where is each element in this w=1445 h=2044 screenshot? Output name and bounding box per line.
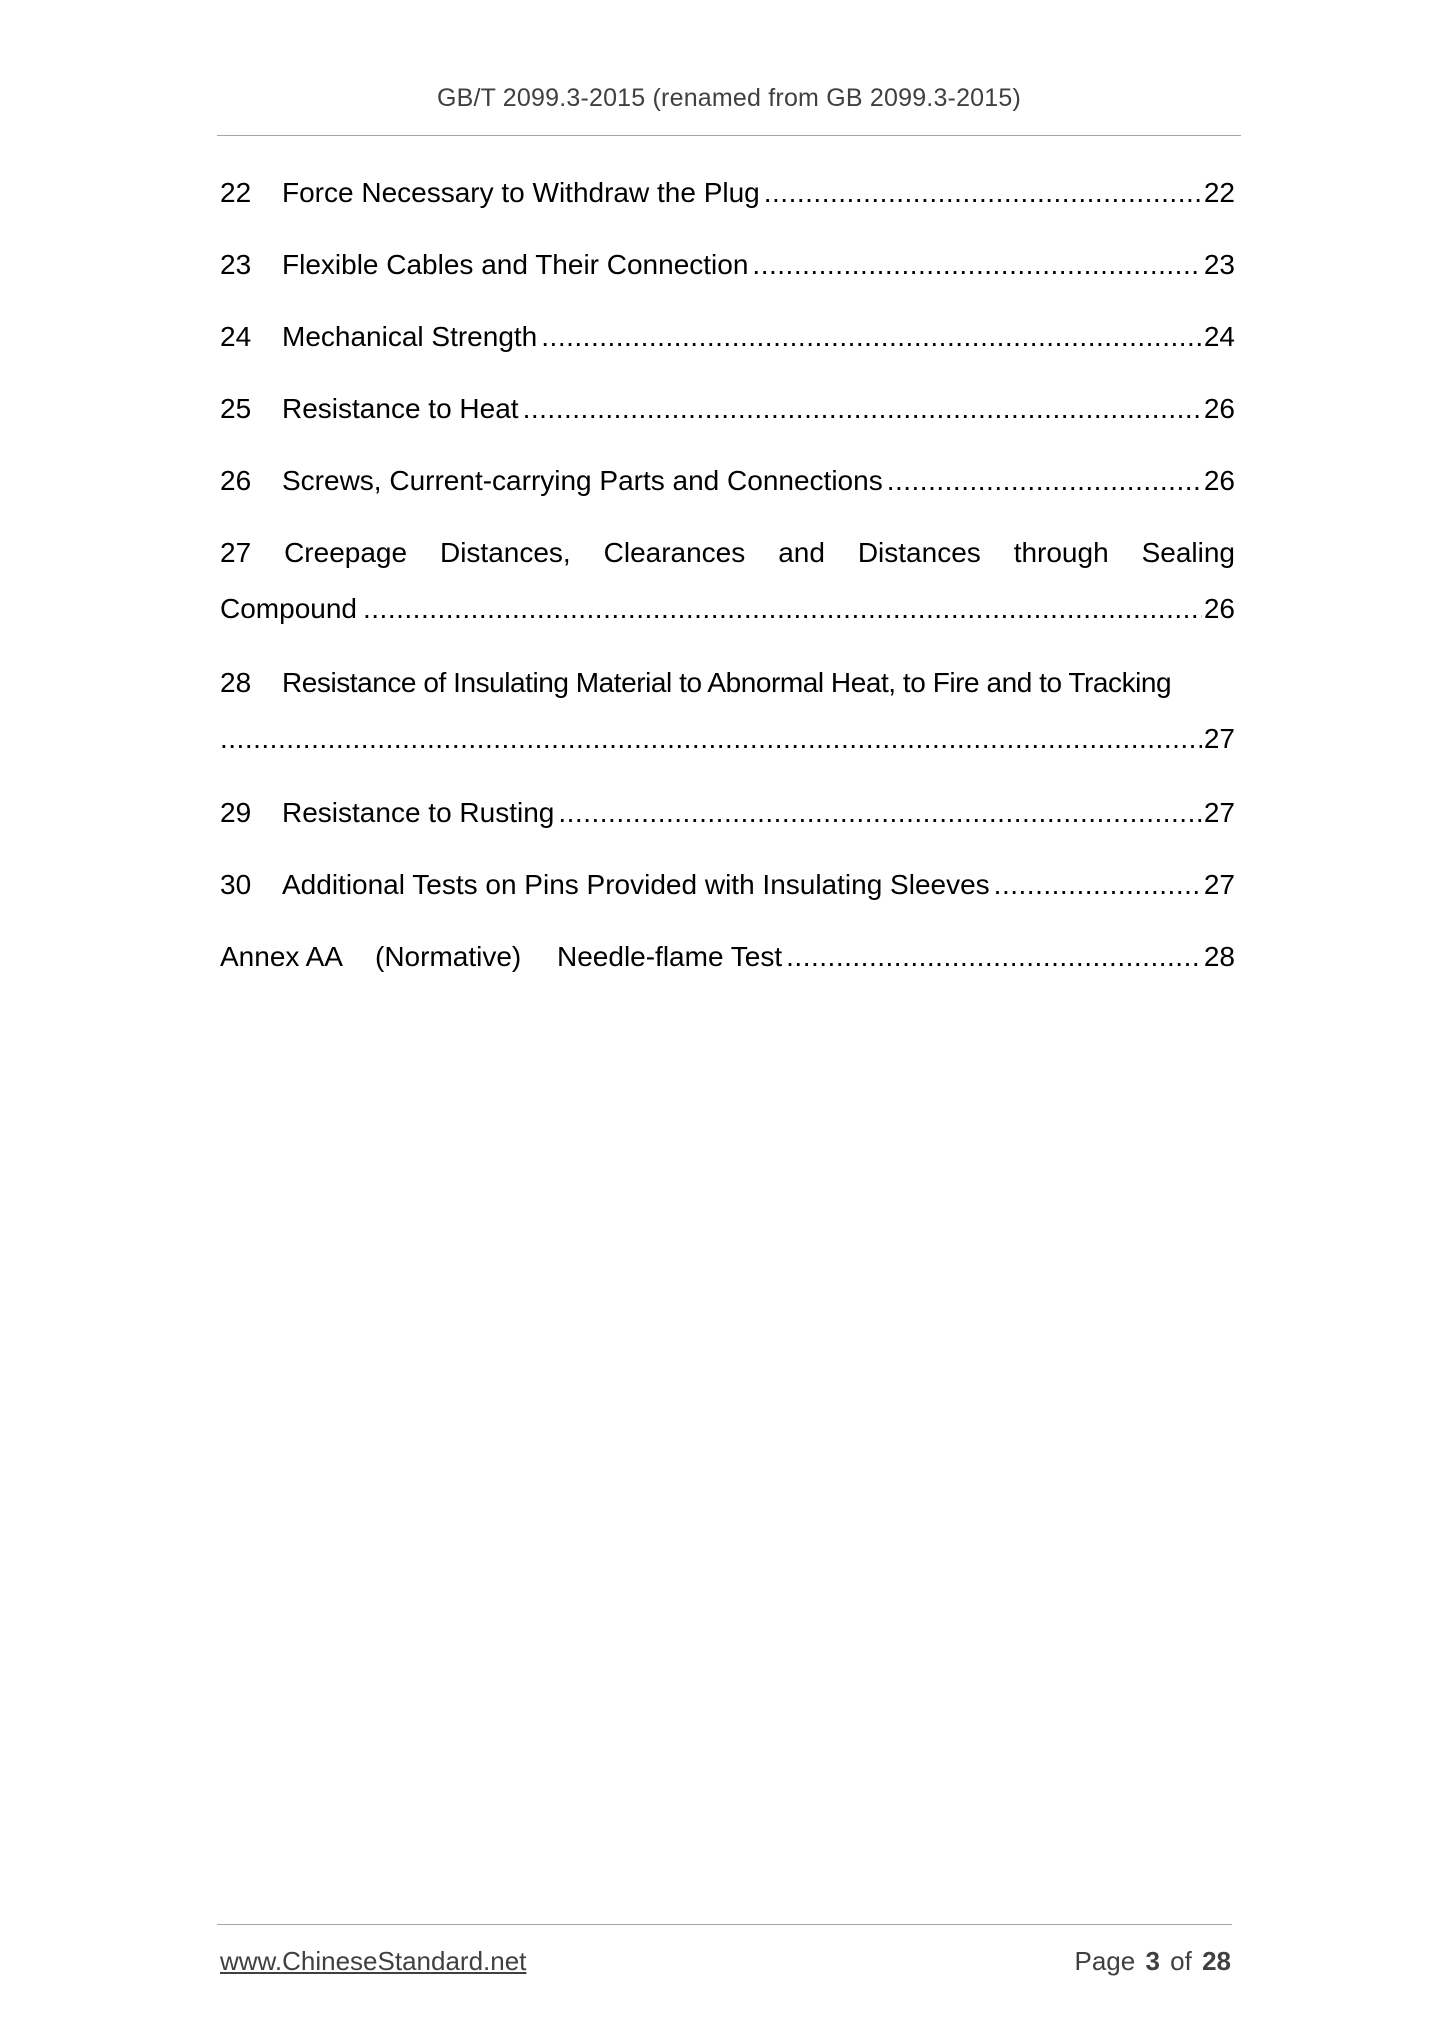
annex-type: (Normative) <box>375 941 522 972</box>
toc-dot-leader <box>786 930 1202 984</box>
page-word: Page <box>1074 1946 1136 1976</box>
toc-entry-title-word: Creepage <box>284 537 408 568</box>
toc-entry-title-continued: Compound <box>220 593 357 624</box>
toc-entry-page: 27 <box>1203 797 1235 828</box>
toc-entry-27[interactable] <box>220 526 1235 656</box>
toc-entry-number: 28 <box>220 667 252 698</box>
toc-entry-title: Resistance to Heat <box>282 393 519 424</box>
toc-entry-29[interactable] <box>220 786 1235 858</box>
total-pages-number: 28 <box>1202 1946 1231 1976</box>
toc-entry-page: 23 <box>1203 249 1235 280</box>
toc-dot-leader <box>523 382 1202 436</box>
annex-label: Annex AA <box>220 941 343 972</box>
toc-dot-leader <box>220 710 1202 768</box>
toc-dot-leader <box>887 454 1202 508</box>
toc-entry-title-word: and <box>778 537 825 568</box>
toc-entry-title-word: Distances <box>857 537 981 568</box>
toc-entry-page: 26 <box>1203 593 1235 624</box>
toc-entry-page: 28 <box>1203 941 1235 972</box>
toc-entry-title: Mechanical Strength <box>282 321 538 352</box>
toc-entry-page: 26 <box>1203 465 1235 496</box>
toc-entry-22[interactable] <box>220 166 1235 238</box>
toc-entry-28[interactable] <box>220 656 1235 786</box>
toc-entry-title-word: through <box>1013 537 1109 568</box>
toc-entry-annex-aa[interactable] <box>220 930 1235 1002</box>
toc-entry-30[interactable] <box>220 858 1235 930</box>
toc-entry-number: 27 <box>220 537 252 568</box>
toc-entry-number: 24 <box>220 321 252 352</box>
toc-entry-number: 30 <box>220 869 252 900</box>
toc-entry-26[interactable] <box>220 454 1235 526</box>
website-link[interactable]: www.ChineseStandard.net <box>220 1946 527 1976</box>
toc-entry-title: Resistance to Rusting <box>282 797 555 828</box>
toc-dot-leader <box>558 786 1201 840</box>
page-header: GB/T 2099.3-2015 (renamed from GB 2099.3-2015) <box>436 84 1022 112</box>
toc-entry-number: 23 <box>220 249 252 280</box>
of-word: of <box>1170 1946 1192 1976</box>
toc-dot-leader <box>363 580 1202 638</box>
toc-entry-title: Screws, Current-carrying Parts and Connections <box>282 465 883 496</box>
toc-dot-leader <box>541 310 1202 364</box>
toc-entry-24[interactable] <box>220 310 1235 382</box>
toc-entry-title-word: Distances, <box>439 537 571 568</box>
toc-entry-title: Additional Tests on Pins Provided with Insulating Sleeves <box>282 869 990 900</box>
toc-entry-title-word: Sealing <box>1141 537 1235 568</box>
toc-entry-25[interactable] <box>220 382 1235 454</box>
toc-entry-title: Flexible Cables and Their Connection <box>282 249 749 280</box>
toc-entry-page: 24 <box>1203 321 1235 352</box>
table-of-contents <box>220 166 1235 1002</box>
page-indicator <box>1071 1946 1231 1977</box>
toc-entry-23[interactable] <box>220 238 1235 310</box>
toc-entry-page: 27 <box>1203 869 1235 900</box>
toc-entry-page: 26 <box>1203 393 1235 424</box>
toc-entry-number: 29 <box>220 797 252 828</box>
toc-entry-title: Force Necessary to Withdraw the Plug <box>282 177 760 208</box>
toc-entry-number: 22 <box>220 177 252 208</box>
current-page-number: 3 <box>1145 1946 1160 1976</box>
footer-divider <box>217 1924 1232 1925</box>
toc-entry-page: 27 <box>1203 723 1235 754</box>
toc-entry-number: 25 <box>220 393 252 424</box>
toc-entry-title: Resistance of Insulating Material to Abnormal Heat, to Fire and to Tracking <box>282 667 1172 698</box>
toc-dot-leader <box>764 166 1202 220</box>
toc-entry-number: 26 <box>220 465 252 496</box>
toc-entry-page: 22 <box>1203 177 1235 208</box>
toc-dot-leader <box>994 858 1202 912</box>
toc-entry-title: Needle-flame Test <box>557 941 783 972</box>
toc-dot-leader <box>752 238 1201 292</box>
toc-entry-title-word: Clearances <box>603 537 746 568</box>
header-divider <box>217 135 1241 136</box>
